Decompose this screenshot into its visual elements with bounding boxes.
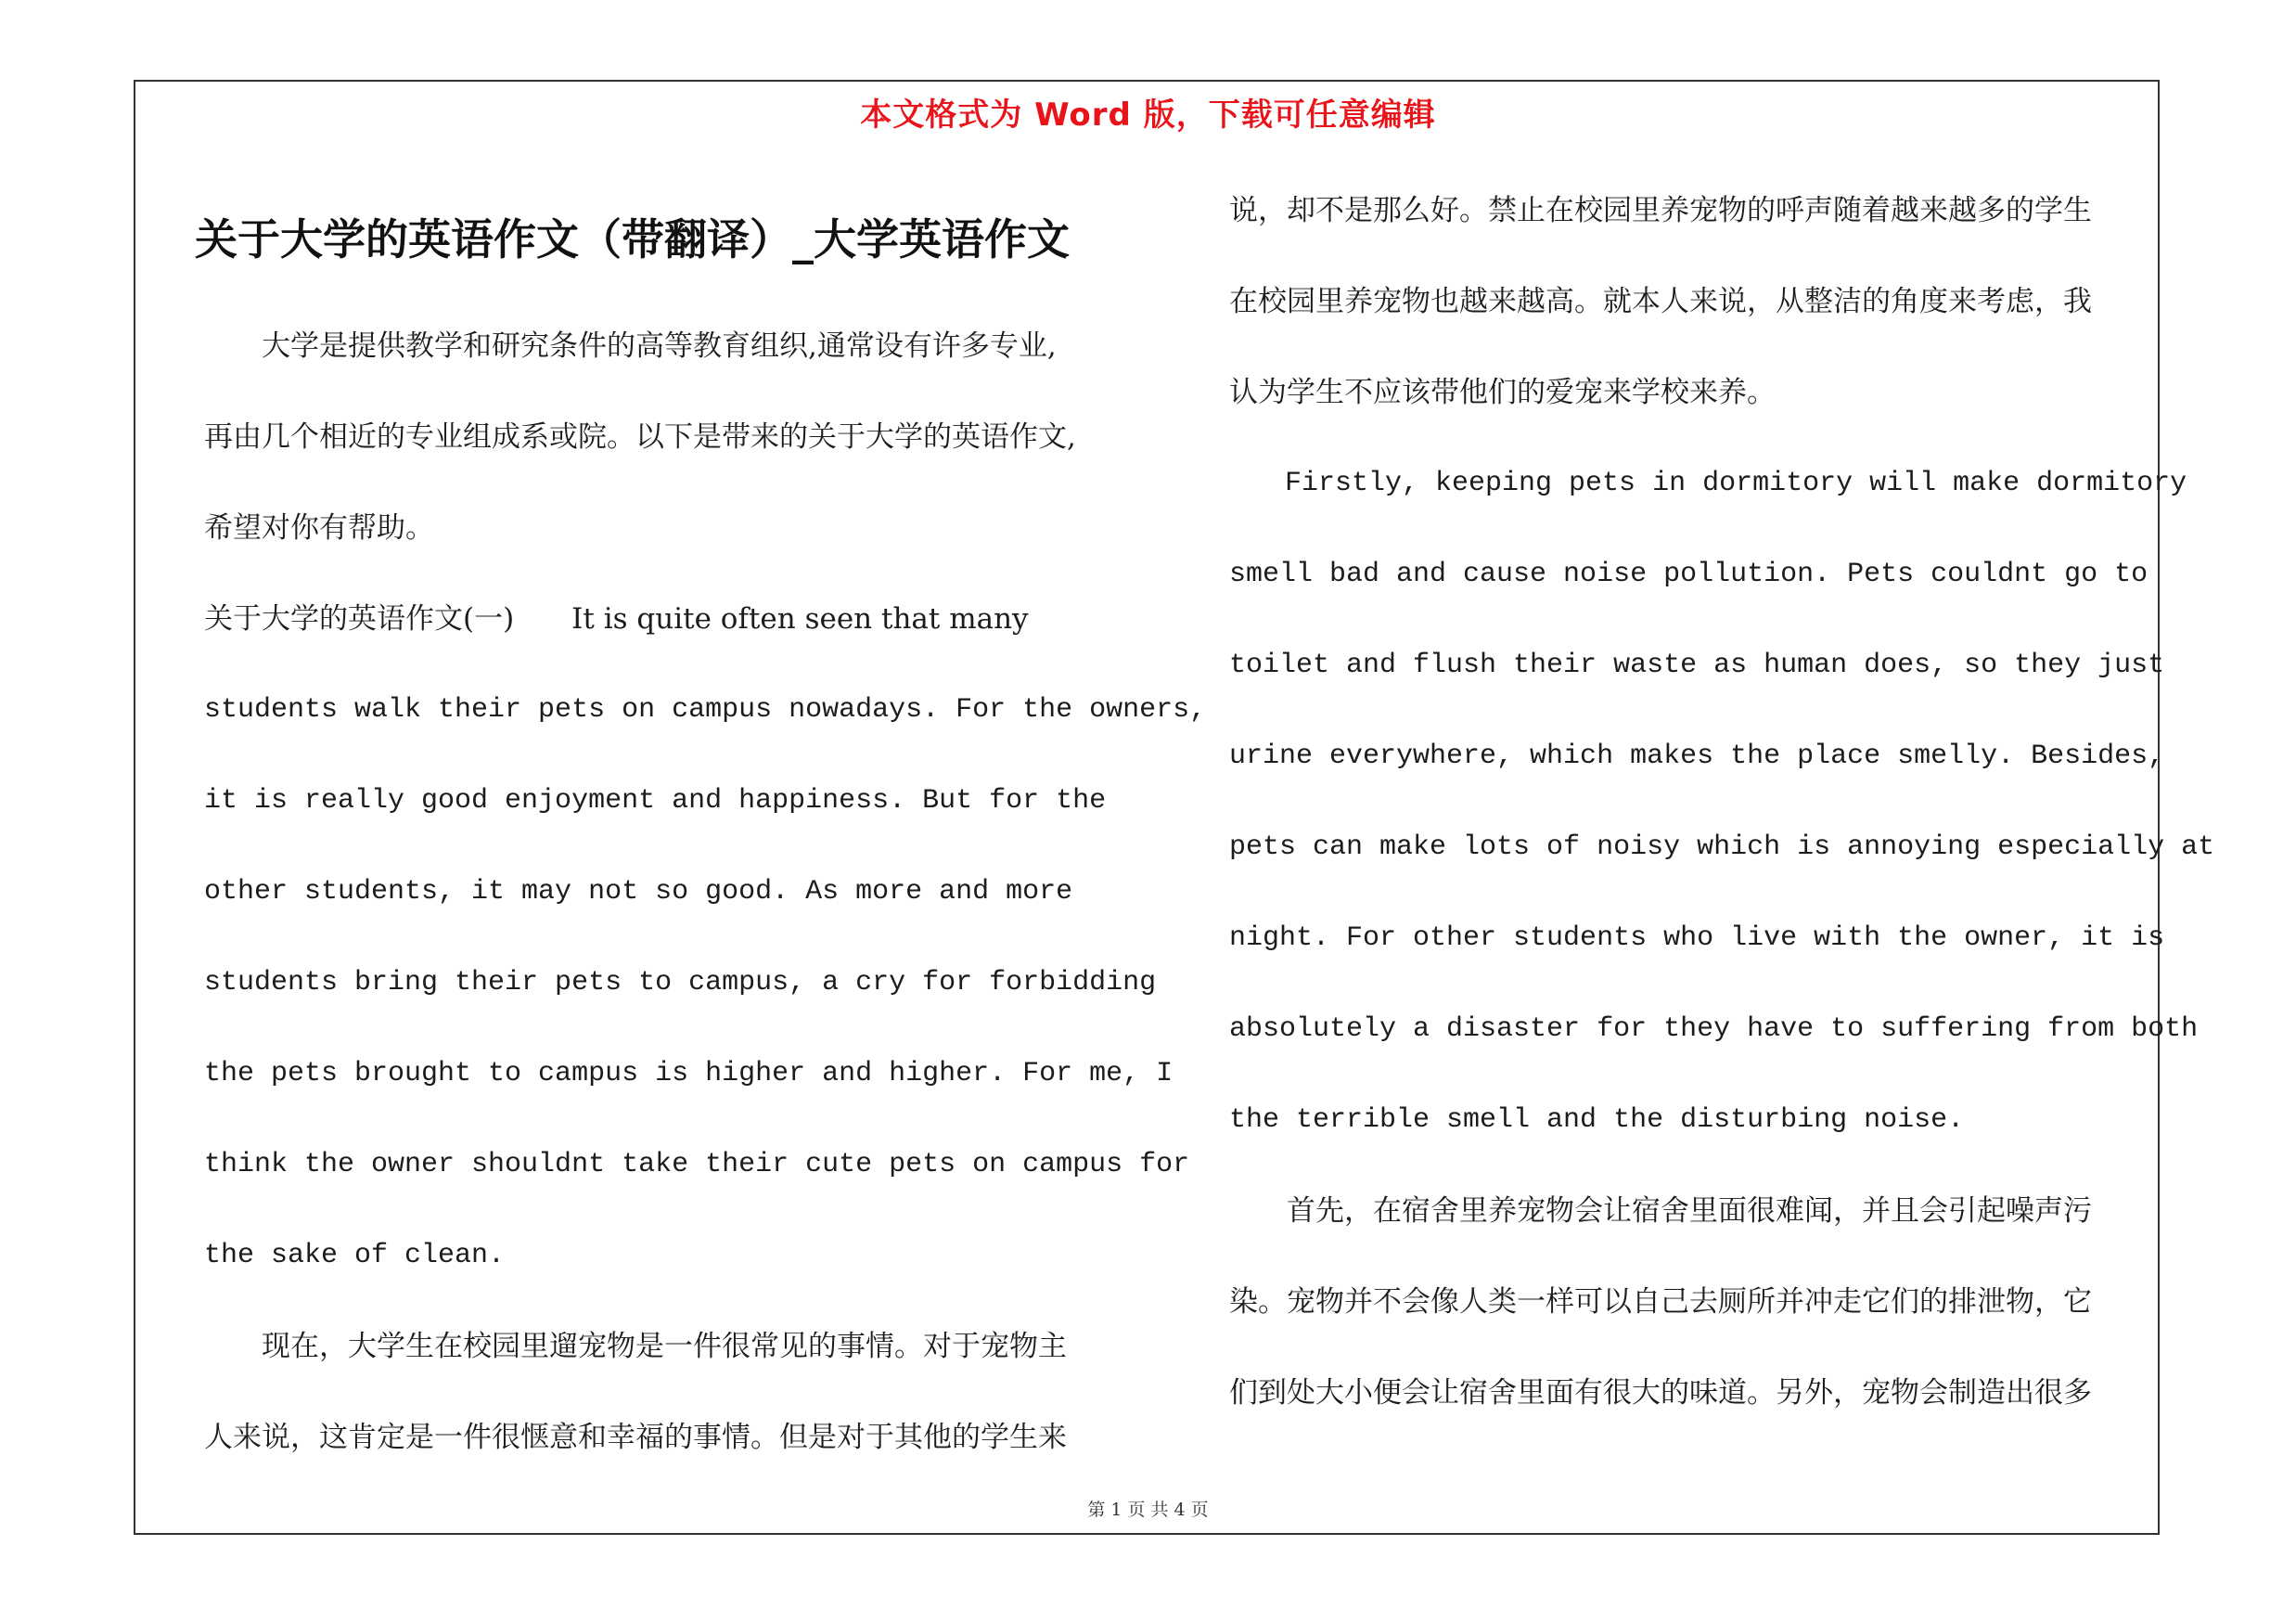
format-banner: 本文格式为 Word 版，下载可任意编辑	[860, 97, 1436, 134]
body-line: toilet and flush their waste as human does, so they just	[1229, 650, 2165, 681]
body-line: absolutely a disaster for they have to suffering from both	[1229, 1013, 2199, 1045]
body-line: 人来说，这肯定是一件很惬意和幸福的事情。但是对于其他的学生来	[204, 1421, 1067, 1454]
body-line: think the owner shouldnt take their cute pets on campus for	[204, 1149, 1190, 1180]
body-line: students bring their pets to campus, a cry for forbidding	[204, 967, 1157, 998]
body-line: the sake of clean.	[204, 1240, 506, 1271]
body-line: 再由几个相近的专业组成系或院。以下是带来的关于大学的英语作文,	[204, 420, 1076, 454]
body-line: 说，却不是那么好。禁止在校园里养宠物的呼声随着越来越多的学生	[1229, 194, 2092, 227]
body-line: 染。宠物并不会像人类一样可以自己去厕所并冲走它们的排泄物，它	[1229, 1285, 2092, 1319]
body-line: night. For other students who live with the owner, it is	[1229, 922, 2165, 954]
body-line: 认为学生不应该带他们的爱宠来学校来养。	[1229, 376, 1776, 409]
body-line: 们到处大小便会让宿舍里面有很大的味道。另外，宠物会制造出很多	[1229, 1376, 2092, 1410]
body-line: Firstly, keeping pets in dormitory will make dormitory	[1229, 468, 2187, 499]
body-line: other students, it may not so good. As more and more	[204, 876, 1073, 908]
body-line: 关于大学的英语作文(一) It is quite often seen that many	[204, 602, 1029, 636]
body-line: 首先，在宿舍里养宠物会让宿舍里面很难闻，并且会引起噪声污	[1229, 1194, 2092, 1228]
body-line: smell bad and cause noise pollution. Pets couldnt go to	[1229, 559, 2148, 590]
body-line: urine everywhere, which makes the place smelly. Besides,	[1229, 741, 2165, 772]
body-line: 在校园里养宠物也越来越高。就本人来说，从整洁的角度来考虑，我	[1229, 285, 2092, 318]
body-line: it is really good enjoyment and happiness. But for the	[204, 785, 1107, 817]
body-line: the pets brought to campus is higher and higher. For me, I	[204, 1058, 1174, 1089]
body-line: 大学是提供教学和研究条件的高等教育组织,通常设有许多专业,	[204, 329, 1057, 363]
page-number-footer: 第 1 页 共 4 页	[1087, 1500, 1209, 1520]
body-line: 希望对你有帮助。	[204, 511, 434, 545]
body-line: the terrible smell and the disturbing noise.	[1229, 1104, 1965, 1136]
body-line: pets can make lots of noisy which is annoying especially at	[1229, 831, 2215, 863]
body-line: students walk their pets on campus nowadays. For the owners,	[204, 694, 1207, 726]
document-title: 关于大学的英语作文（带翻译）_大学英语作文	[195, 214, 1070, 264]
body-line: 现在，大学生在校园里遛宠物是一件很常见的事情。对于宠物主	[204, 1330, 1067, 1363]
